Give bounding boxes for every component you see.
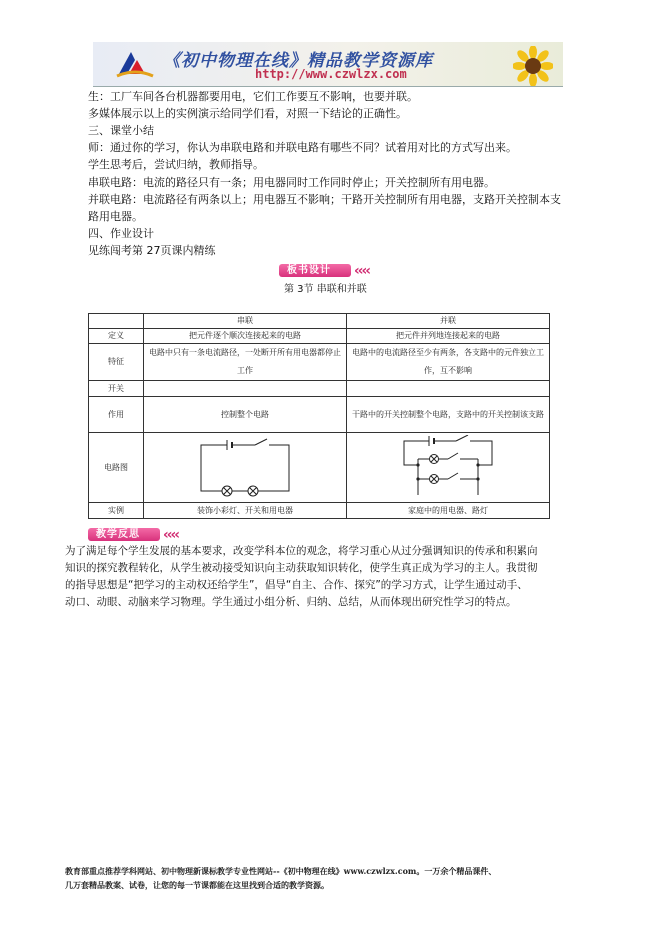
paragraph: 串联电路：电流的路径只有一条；用电器同时工作同时停止；开关控制所有用电器。	[88, 176, 495, 189]
parallel-cell: 把元件并列地连接起来的电路	[347, 329, 550, 344]
header-banner	[93, 42, 563, 87]
reflection-line: 为了满足每个学生发展的基本要求，改变学科本位的观念，将学习重心从过分强调知识的传承和积累向	[65, 545, 538, 557]
switch-gap	[255, 441, 269, 449]
sunflower-icon	[513, 46, 553, 86]
series-cell: 控制整个电路	[144, 397, 347, 433]
paragraph: 路用电器。	[88, 210, 143, 223]
table-row	[89, 397, 550, 433]
row-label: 实例	[89, 503, 144, 519]
paragraph: 生：工厂车间各台机器都要用电，它们工作要互不影响，也要并联。	[88, 90, 418, 103]
paragraph: 多媒体展示以上的实例演示给同学们看，对照一下结论的正确性。	[88, 107, 407, 120]
row-label: 特征	[89, 344, 144, 381]
paragraph: 师：通过你的学习，你认为串联电路和并联电路有哪些不同？试着用对比的方式写出来。	[88, 141, 517, 154]
table-row	[89, 329, 550, 344]
series-cell	[144, 381, 347, 397]
footer-line: 教育部重点推荐学科网站、初中物理新课标教学专业性网站--《初中物理在线》www.czwlzx.com。一万余个精品课件、	[65, 866, 497, 876]
parallel-cell: 电路中的电流路径至少有两条，各支路中的元件独立工作，互不影响	[347, 344, 550, 381]
section-heading: 三、课堂小结	[88, 124, 154, 137]
banner-title: 《初中物理在线》精品教学资源库	[163, 51, 433, 71]
reflection-line: 的指导思想是“把学习的主动权还给学生”，倡导“自主、合作、探究”的学习方式，让学生通过动手、	[65, 579, 528, 591]
series-cell: 装饰小彩灯、开关和用电器	[144, 503, 347, 519]
table-row	[89, 381, 550, 397]
series-cell: 电路中只有一条电流路径，一处断开所有用电器都停止工作	[144, 344, 347, 381]
chevrons-icon: ‹‹‹‹	[354, 263, 370, 279]
table-row	[89, 433, 550, 503]
reflection-line: 动口、动眼、动脑来学习物理。学生通过小组分析、归纳、总结，从而体现出研究性学习的特点。	[65, 596, 517, 608]
section-heading: 四、作业设计	[88, 227, 154, 240]
header-cell: 串联	[144, 314, 347, 329]
parallel-circuit-cell	[347, 433, 550, 503]
row-label: 电路图	[89, 433, 144, 503]
reflection-tag	[88, 528, 160, 541]
parallel-cell: 家庭中的用电器、路灯	[347, 503, 550, 519]
footer-line: 几万套精品教案、试卷，让您的每一节课都能在这里找到合适的教学资源。	[65, 880, 329, 890]
paragraph: 学生思考后，尝试归纳，教师指导。	[88, 158, 264, 171]
series-circuit-cell	[144, 433, 347, 503]
header-cell	[89, 314, 144, 329]
banner-url[interactable]: http://www.czwlzx.com	[255, 67, 407, 81]
board-title: 第 3节 串联和并联	[284, 284, 367, 295]
table-row	[89, 503, 550, 519]
row-label: 定义	[89, 329, 144, 344]
header-cell: 并联	[347, 314, 550, 329]
site-logo-icon	[115, 48, 155, 80]
series-cell: 把元件逐个顺次连接起来的电路	[144, 329, 347, 344]
comparison-table	[88, 313, 550, 519]
row-label: 作用	[89, 397, 144, 433]
paragraph: 并联电路：电流路径有两条以上；用电器互不影响；干路开关控制所有用电器，支路开关控制本支	[88, 193, 561, 206]
board-design-tag	[279, 264, 351, 277]
table-row	[89, 344, 550, 381]
reflection-label: 教学反思	[96, 529, 140, 540]
parallel-cell: 干路中的开关控制整个电路，支路中的开关控制该支路	[347, 397, 550, 433]
series-circuit-diagram	[195, 437, 295, 499]
parallel-circuit-diagram	[398, 435, 498, 501]
board-design-label: 板书设计	[287, 265, 331, 276]
paragraph: 见练闯考第 27页课内精练	[88, 244, 216, 257]
chevrons-icon: ‹‹‹‹	[163, 527, 179, 543]
table-header-row	[89, 314, 550, 329]
row-label: 开关	[89, 381, 144, 397]
reflection-line: 知识的探究教程转化，从学生被动接受知识向主动获取知识转化，使学生真正成为学习的主人。我贯彻	[65, 562, 538, 574]
parallel-cell	[347, 381, 550, 397]
